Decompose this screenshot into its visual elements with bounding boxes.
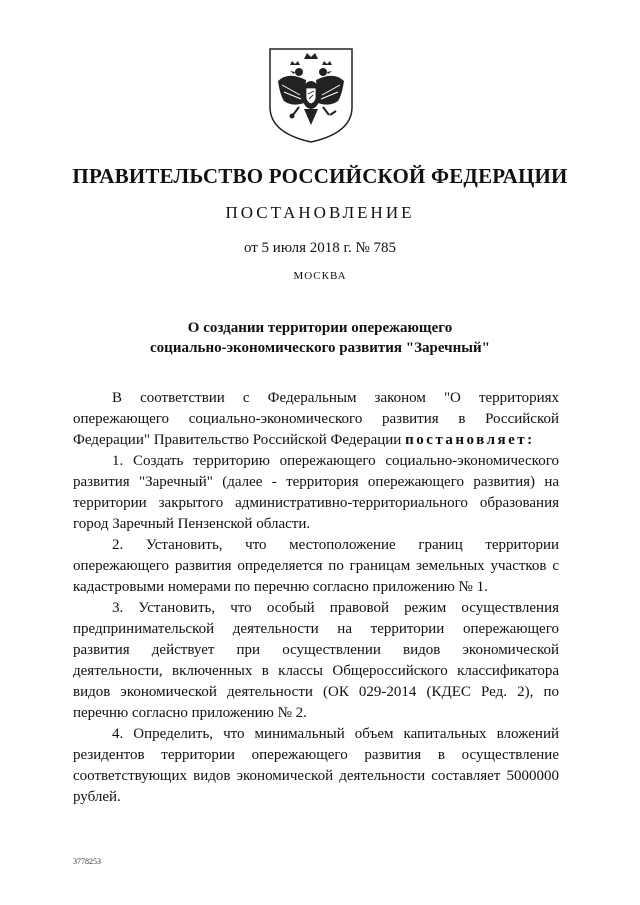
document-subject [0, 318, 640, 358]
document-type: ПОСТАНОВЛЕНИЕ [225, 203, 415, 222]
paragraph-1: 1. Создать территорию опережающего социально-экономического развития "Заречный" (далее - территория опережающего развития) на территории закрытого административно-территориального образования город Заречный Пензенской области. [73, 453, 559, 532]
city: МОСКВА [293, 270, 347, 282]
subject-line-2: социально-экономического развития "Заречный" [150, 340, 490, 356]
paragraph-4: 4. Определить, что минимальный объем капитальных вложений резидентов территории опережающего развития в осуществление соответствующих видов экономической деятельности составляет 5000000 рублей. [73, 726, 559, 805]
date-and-number: от 5 июля 2018 г. № 785 [243, 240, 397, 256]
document-body [73, 388, 559, 808]
preamble-paragraph [73, 388, 559, 451]
government-title: ПРАВИТЕЛЬСТВО РОССИЙСКОЙ ФЕДЕРАЦИИ [72, 164, 568, 188]
paragraph-2: 2. Установить, что местоположение границ территории опережающего развития определяется по границам земельных участков с кадастровыми номерами по перечню согласно приложению № 1. [73, 537, 559, 595]
subject-line-1: О создании территории опережающего [187, 320, 453, 336]
document-code: 3778253 [73, 857, 101, 866]
decision-word: постановляет: [405, 432, 535, 448]
preamble-text: В соответствии с Федеральным законом "О территориях опережающего социально-экономического развития в Российской Федерации" Правительство Российской Федерации [73, 390, 559, 448]
coat-of-arms-icon [266, 45, 356, 145]
paragraph-3: 3. Установить, что особый правовой режим осуществления предпринимательской деятельности на территории опережающего развития действует при осуществлении видов экономической деятельности, включенных в классы Общероссийского классификатора видов экономической деятельности (ОК 029-2014 (КДЕС Ред. 2), по перечню согласно приложению № 2. [73, 600, 559, 721]
